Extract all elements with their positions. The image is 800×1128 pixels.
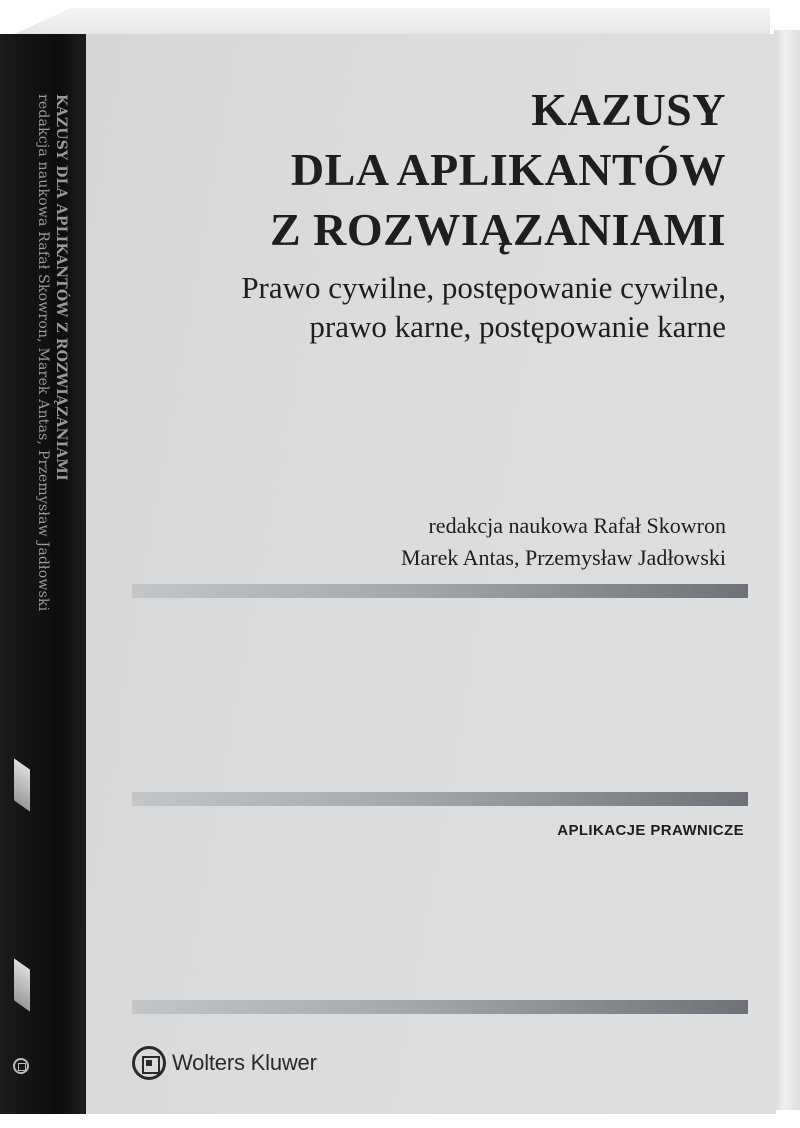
- publisher: [132, 1046, 317, 1080]
- spine-stripe: [14, 958, 30, 1011]
- book-page-edge: [774, 30, 800, 1110]
- cover-stripe: [132, 1000, 748, 1014]
- title-line: Z ROZWIĄZANIAMI: [269, 204, 726, 255]
- spine-logo-icon: [13, 1058, 29, 1074]
- book-subtitle: [241, 268, 726, 346]
- book-spine: [0, 34, 86, 1114]
- wolters-kluwer-logo-icon: [132, 1046, 166, 1080]
- spine-text: [34, 94, 70, 611]
- cover-stripe: [132, 584, 748, 598]
- front-cover: [86, 34, 776, 1114]
- title-line: KAZUSY: [531, 84, 726, 135]
- spine-authors: redakcja naukowa Rafał Skowron, Marek Antas, Przemysław Jadłowski: [35, 94, 51, 612]
- cover-stripe: [132, 792, 748, 806]
- book-title: [270, 80, 726, 260]
- subtitle-line: prawo karne, postępowanie karne: [309, 309, 726, 344]
- spine-stripe: [14, 758, 30, 811]
- publisher-name: Wolters Kluwer: [172, 1050, 317, 1075]
- editors-line: Marek Antas, Przemysław Jadłowski: [400, 545, 726, 570]
- title-line: DLA APLIKANTÓW: [290, 144, 726, 195]
- series-name: APLIKACJE PRAWNICZE: [557, 822, 744, 839]
- spine-title: KAZUSY DLA APLIKANTÓW Z ROZWIĄZANIAMI: [53, 94, 69, 481]
- book-editors: [401, 510, 726, 574]
- editors-line: redakcja naukowa Rafał Skowron: [428, 513, 726, 538]
- book-top-edge: [10, 8, 770, 36]
- subtitle-line: Prawo cywilne, postępowanie cywilne,: [241, 270, 726, 305]
